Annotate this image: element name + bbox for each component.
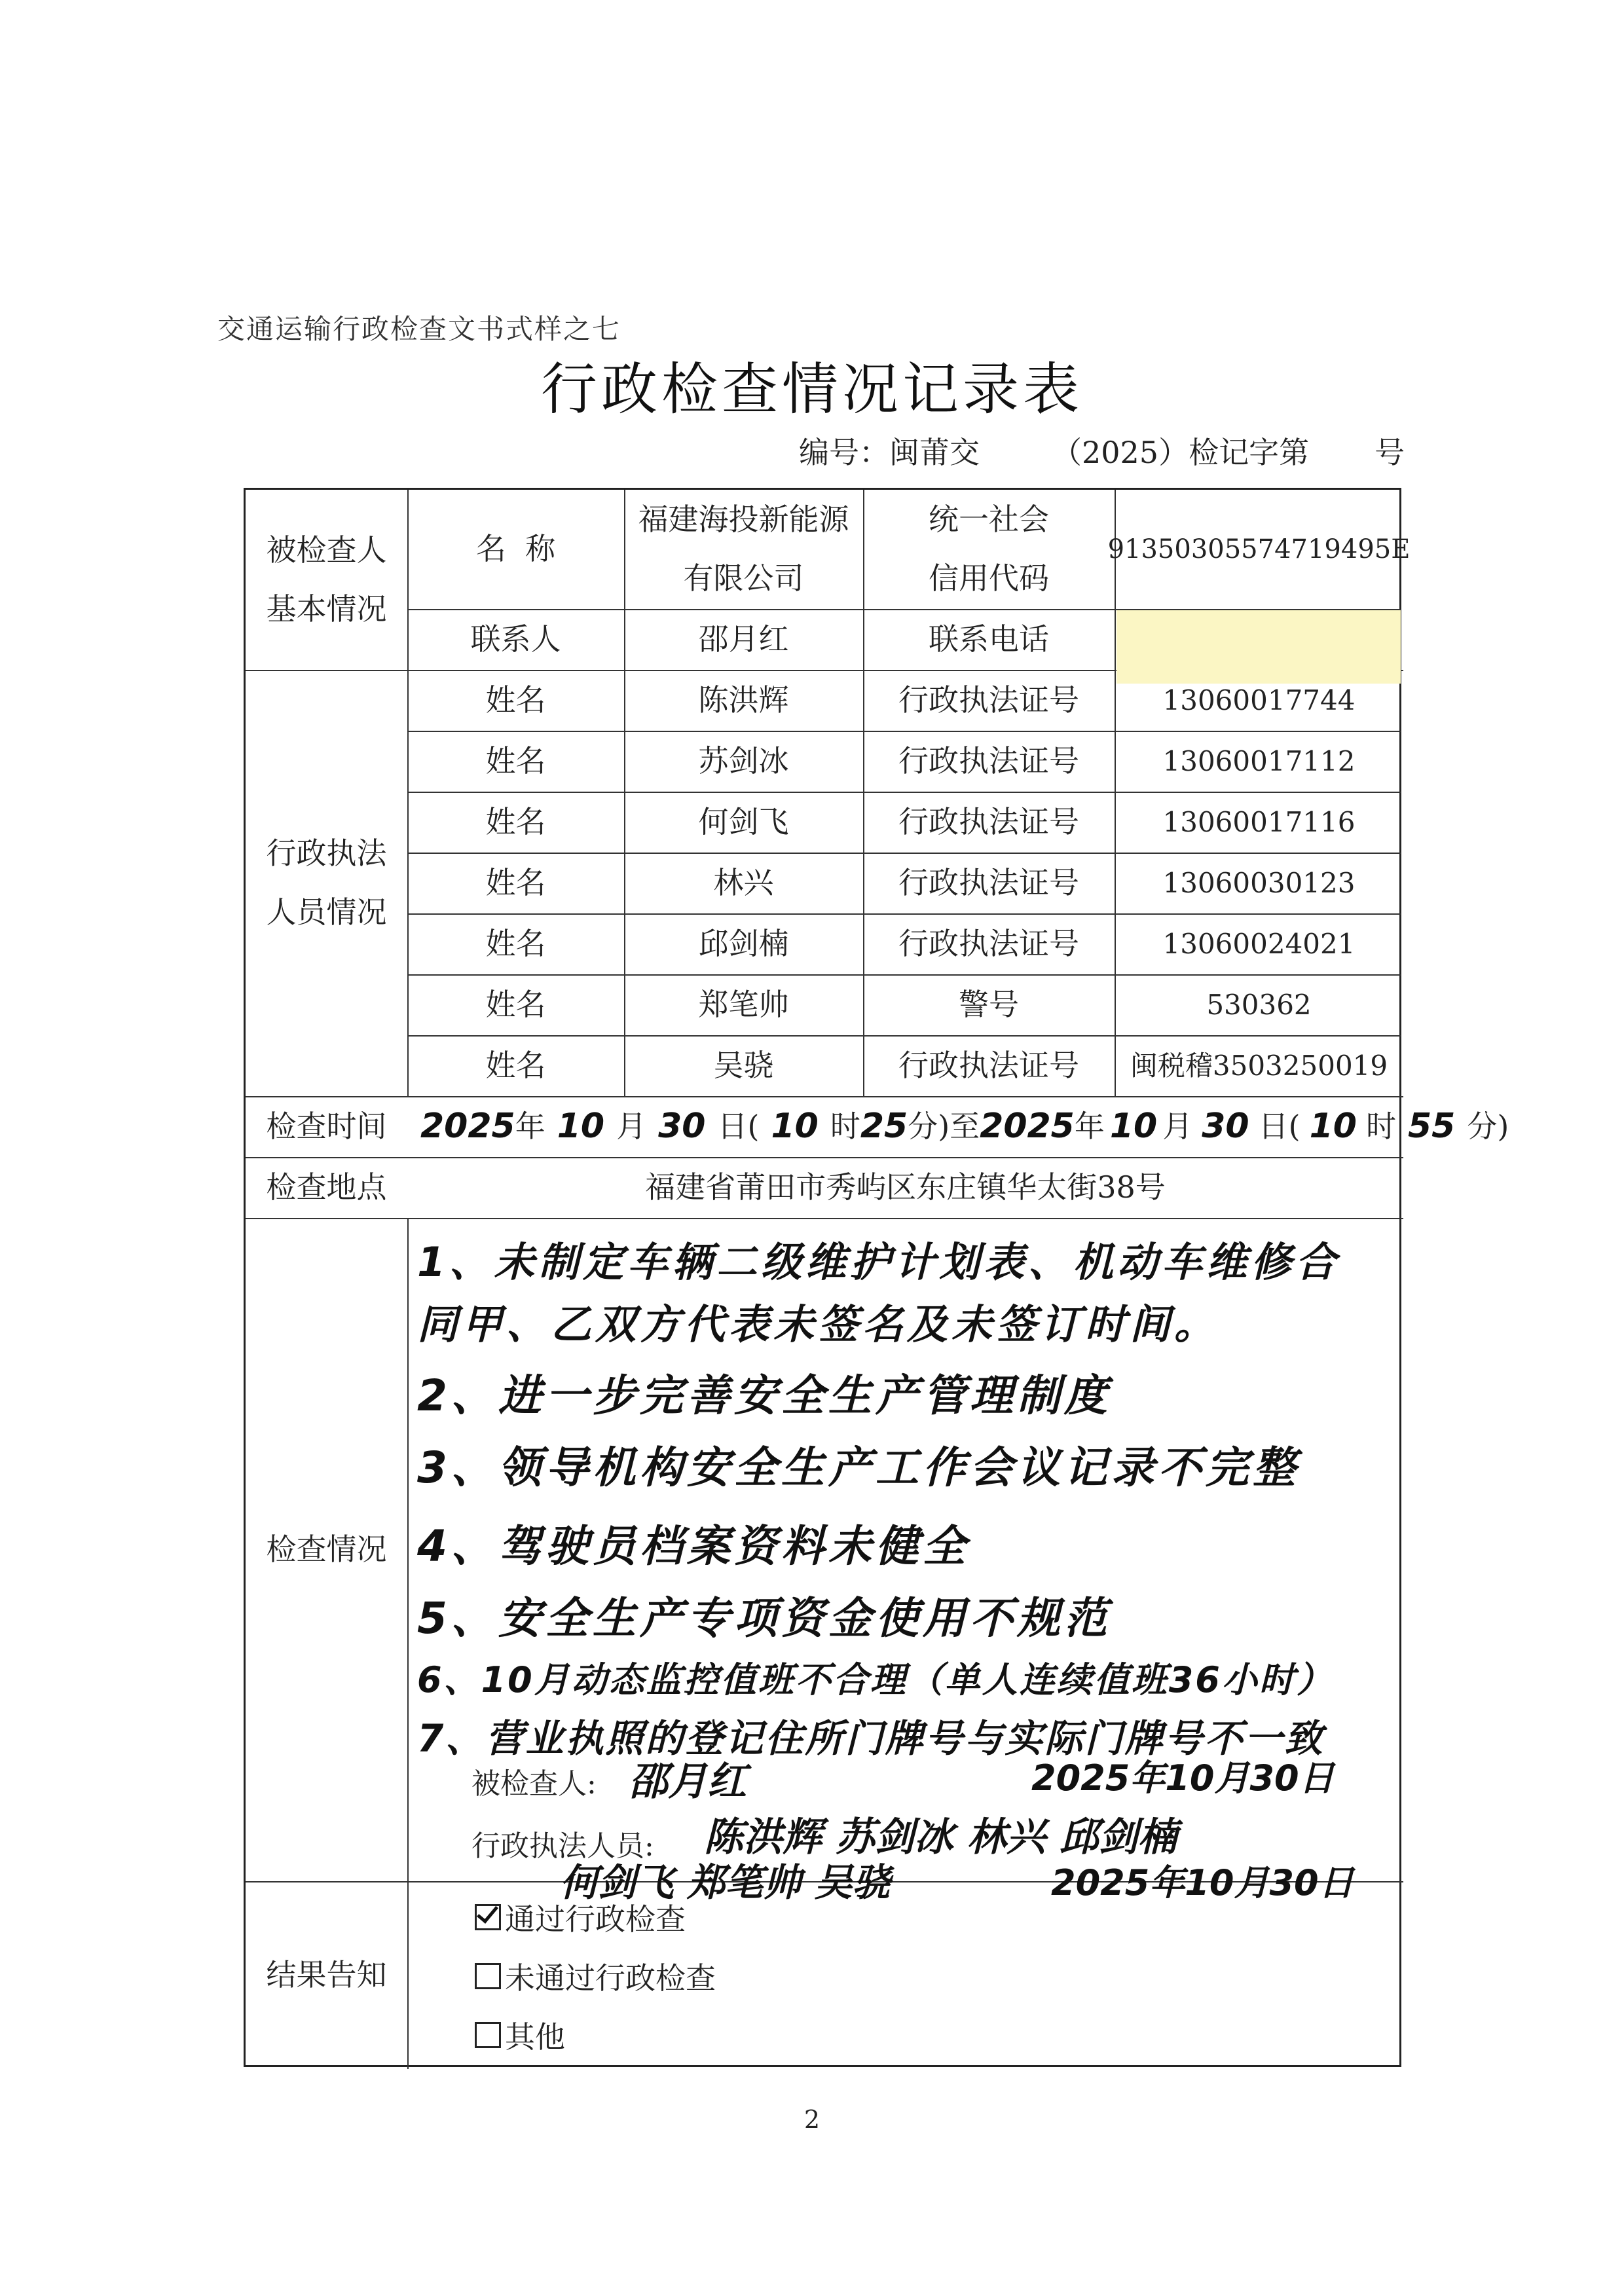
inspection-time xyxy=(407,1096,1509,1157)
number-label: 编号：闽莆交 xyxy=(799,435,980,470)
officer-name: 陈洪辉 xyxy=(698,682,789,718)
officer-name: 邱剑楠 xyxy=(698,925,789,961)
officer-signatures: 陈洪辉 苏剑冰 林兴 邱剑楠 xyxy=(704,1814,1177,1860)
contact-value: 邵月红 xyxy=(698,621,789,657)
time-text: 月 xyxy=(1162,1108,1193,1144)
officer-name-label: 姓名 xyxy=(485,864,546,900)
officer-id-label: 行政执法证号 xyxy=(898,864,1079,900)
officer-id-label: 警号 xyxy=(959,986,1019,1022)
finding-line: 4、驾驶员档案资料未健全 xyxy=(417,1521,970,1571)
result-option-label: 其他 xyxy=(505,2019,565,2055)
time-text: 分)至 xyxy=(908,1108,980,1144)
officer-id: 13060017112 xyxy=(1162,744,1356,777)
document-type: 交通运输行政检查文书式样之七 xyxy=(217,313,621,345)
time-text: 年 xyxy=(1074,1108,1105,1144)
time-text: 年 xyxy=(515,1108,545,1144)
result-option-label: 未通过行政检查 xyxy=(505,1960,716,1996)
officer-id-label: 行政执法证号 xyxy=(898,925,1079,961)
officer-name-label: 姓名 xyxy=(485,682,546,718)
result-option-label: 通过行政检查 xyxy=(505,1901,686,1937)
time-text: 月 xyxy=(616,1108,647,1144)
officer-name-label: 姓名 xyxy=(485,986,546,1022)
time-text: 日( xyxy=(1258,1108,1301,1144)
officer-id: 13060017744 xyxy=(1162,684,1356,716)
officer-id-label: 行政执法证号 xyxy=(898,803,1079,839)
time-text: 时 xyxy=(1365,1108,1396,1144)
officer-name-label: 姓名 xyxy=(485,743,546,779)
time-year-2: 2025 xyxy=(980,1106,1075,1146)
officer-id-label: 行政执法证号 xyxy=(898,1047,1079,1083)
officer-name-label: 姓名 xyxy=(485,803,546,839)
time-day-2: 30 xyxy=(1202,1106,1249,1146)
time-text: 时 xyxy=(830,1108,860,1144)
time-day-1: 30 xyxy=(658,1106,706,1146)
checkbox-checked-icon[interactable] xyxy=(475,1904,501,1930)
finding-line: 7、营业执照的登记住所门牌号与实际门牌号不一致 xyxy=(417,1716,1325,1761)
credit-code-value: 91350305574719495E xyxy=(1107,534,1411,564)
finding-line: 6、10月动态监控值班不合理（单人连续值班36小时） xyxy=(417,1659,1334,1700)
finding-line: 1、未制定车辆二级维护计划表、机动车维修合 xyxy=(417,1238,1340,1286)
time-label: 检查时间 xyxy=(266,1108,387,1144)
time-text: 日( xyxy=(717,1108,760,1144)
place-value: 福建省莆田市秀屿区东庄镇华太街38号 xyxy=(645,1169,1166,1205)
officer-sign-date: 2025年10月30日 xyxy=(1051,1862,1354,1903)
time-year-1: 2025 xyxy=(420,1106,515,1146)
checkbox-icon[interactable] xyxy=(475,1963,501,1989)
number-suffix: 号 xyxy=(1375,435,1405,470)
time-hour-2: 10 xyxy=(1309,1106,1357,1146)
inspected-section-label: 被检查人基本情况 xyxy=(266,532,387,627)
time-minute-1: 25 xyxy=(860,1106,908,1146)
time-month-2: 10 xyxy=(1109,1106,1158,1146)
officer-name: 吴骁 xyxy=(713,1047,774,1083)
phone-label: 联系电话 xyxy=(929,621,1049,657)
record-table xyxy=(244,488,1509,2067)
result-option-other[interactable] xyxy=(475,2013,565,2057)
result-option-pass[interactable] xyxy=(475,1896,686,1939)
credit-code-label: 统一社会信用代码 xyxy=(929,502,1049,596)
result-option-fail[interactable] xyxy=(475,1955,716,1998)
inspected-sign-label: 被检查人: xyxy=(471,1767,597,1801)
officer-id: 13060030123 xyxy=(1162,866,1356,899)
officer-id: 13060017116 xyxy=(1162,805,1356,838)
document-number xyxy=(799,429,1405,472)
officer-id: 530362 xyxy=(1206,988,1312,1021)
time-month-1: 10 xyxy=(557,1106,605,1146)
inspected-signature: 邵月红 xyxy=(629,1759,747,1805)
time-hour-1: 10 xyxy=(771,1106,819,1146)
officer-signatures: 何剑飞 郑笔帅 吴骁 xyxy=(560,1860,891,1905)
document-title: 行政检查情况记录表 xyxy=(541,357,1083,422)
officer-id: 闽税稽3503250019 xyxy=(1130,1049,1388,1082)
officer-name-label: 姓名 xyxy=(485,1047,546,1083)
contact-label: 联系人 xyxy=(470,621,561,657)
officer-id-label: 行政执法证号 xyxy=(898,743,1079,779)
finding-line: 5、安全生产专项资金使用不规范 xyxy=(417,1593,1111,1643)
officer-name: 林兴 xyxy=(713,864,774,900)
officer-name-label: 姓名 xyxy=(485,925,546,961)
finding-line: 2、进一步完善安全生产管理制度 xyxy=(417,1370,1111,1421)
findings-label: 检查情况 xyxy=(266,1531,387,1567)
company-name: 福建海投新能源有限公司 xyxy=(638,502,849,596)
time-text: 分) xyxy=(1467,1108,1509,1144)
number-year: （2025）检记字第 xyxy=(1052,435,1310,470)
officer-name: 郑笔帅 xyxy=(698,986,789,1022)
page-number: 2 xyxy=(803,2105,821,2134)
inspected-sign-date: 2025年10月30日 xyxy=(1031,1757,1335,1799)
result-label: 结果告知 xyxy=(266,1956,387,1992)
finding-line: 同甲、乙双方代表未签名及未签订时间。 xyxy=(417,1300,1219,1348)
time-minute-2: 55 xyxy=(1407,1106,1456,1146)
finding-line: 3、领导机构安全生产工作会议记录不完整 xyxy=(417,1442,1300,1493)
officers-section-label: 行政执法人员情况 xyxy=(266,835,387,930)
name-label: 名 称 xyxy=(475,531,556,567)
checkbox-icon[interactable] xyxy=(475,2022,501,2048)
officer-name: 何剑飞 xyxy=(698,803,789,839)
officer-id-label: 行政执法证号 xyxy=(898,682,1079,718)
officer-id: 13060024021 xyxy=(1162,927,1356,960)
place-label: 检查地点 xyxy=(266,1169,387,1205)
officer-sign-label: 行政执法人员: xyxy=(471,1829,654,1863)
officer-name: 苏剑冰 xyxy=(698,743,789,779)
